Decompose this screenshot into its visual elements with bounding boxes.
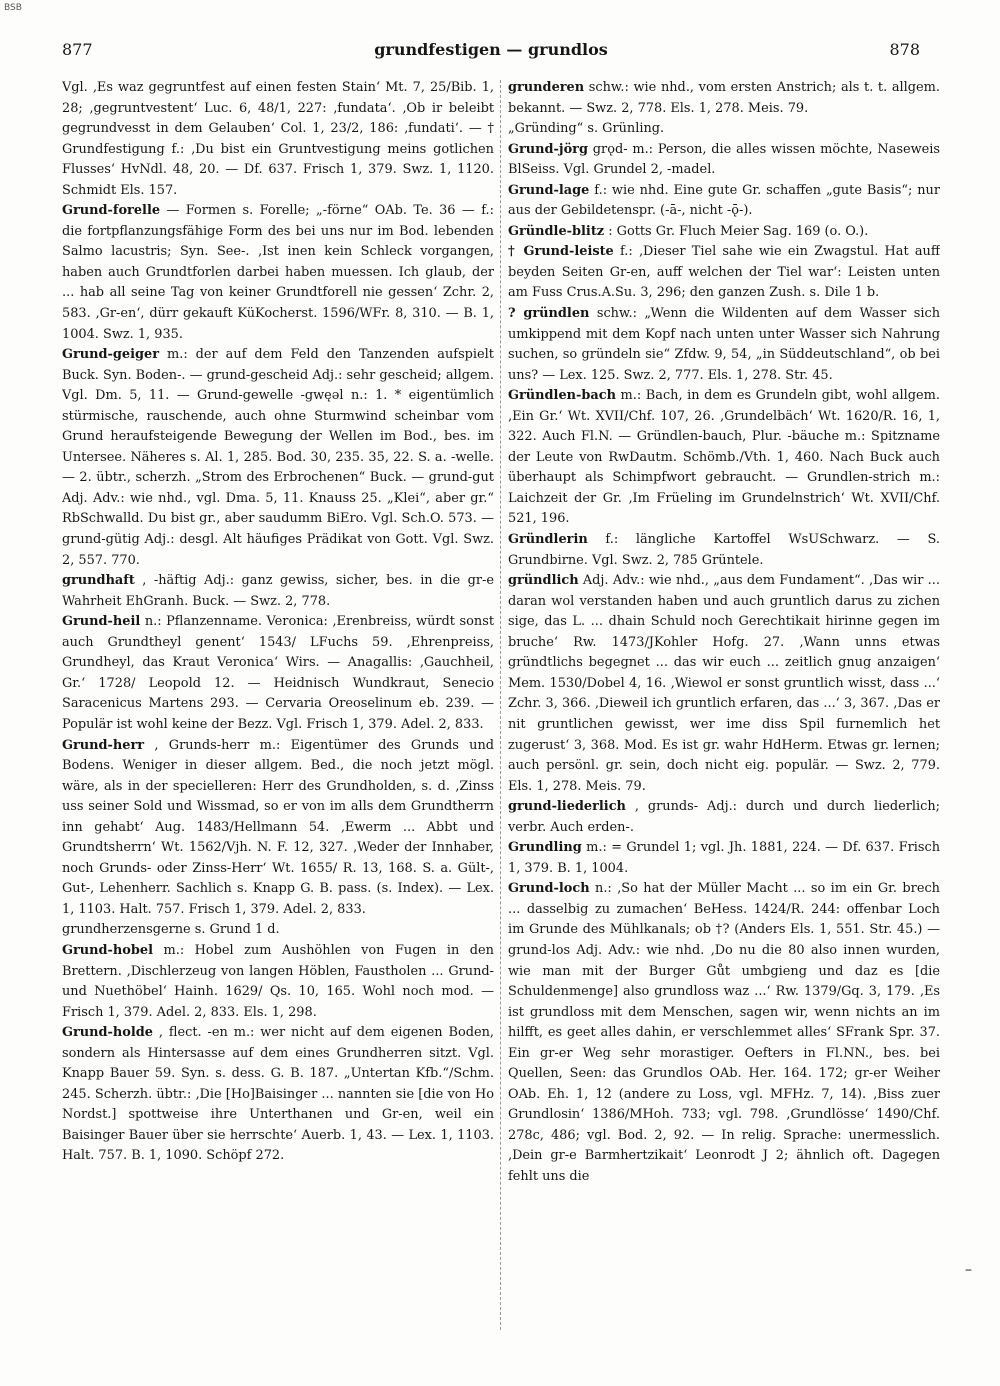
entry-text: m.: Hobel zum Aushöhlen von Fugen in den Brettern. ‚Dischlerzeug von langen Höblen, Faustholen ... Grund- und Nuethöbel‘ Hainh. 1629/ Qs. 10, 165. Wohl noch mod. — Frisch 1, 379. Adel. 2, 833. Els. 1, 298. [62,942,494,1020]
dictionary-entry [508,140,940,181]
corner-label: BSB [4,3,22,13]
entry-text: , Grunds-herr m.: Eigentümer des Grunds und Bodens. Weniger in dieser allgem. Bed., die noch jetzt mögl. wäre, als in der specielleren: Herr des Grundholden, s. d. ‚Zinss uss seiner Sold und Wissmad, so er von im alls dem Grundtherrn inn gehabt‘ Aug. 1483/Hellmann 54. ‚Ewerm ... Abbt und Grundtsherrn‘ Wt. 1562/Vjh. N. F. 12, 327. ‚Weder der Innhaber, noch Grunds- oder Zinss-Herr‘ Wt. 1655/ R. 13, 168. S. a. Gült-, Gut-, Lehenherr. Sachlich s. Knapp G. B. pass. (s. Index). — Lex. 1, 1103. Halt. 757. Frisch 1, 379. Adel. 2, 833. [62,737,494,917]
entry-text: , flect. -en m.: wer nicht auf dem eigenen Boden, sondern als Hintersasse auf dem eines Grundherren sitzt. Vgl. Knapp Bauer 59. Syn. s. dess. G. B. 187. „Untertan Kfb.“/Schm. 245. Scherzh. übtr.: ‚Die [Ho]Baisinger ... nannten sie [die von Ho Nordst.] spottweise ihre Unterthanen und Gr-en, weil ein Baisinger Bauer über sie herrschte‘ Auerb. 1, 43. — Lex. 1, 1103. Halt. 757. B. 1, 1090. Schöpf 272. [62,1025,494,1164]
entry-text: f.: längliche Kartoffel WsUSchwarz. — S. Grundbirne. Vgl. Swz. 2, 785 Grüntele. [508,532,940,568]
dictionary-entry [62,1023,494,1167]
entry-headword: gründlich [508,573,579,589]
dictionary-entry [508,838,940,879]
entry-headword: Grundling [508,840,582,856]
entry-text: , grunds- Adj.: durch und durch liederlich; verbr. Auch erden-. [508,799,940,835]
entry-text: n.: ‚So hat der Müller Macht ... so im ein Gr. brech ... dasselbig zu zumachen‘ BeHess. 1424/R. 244: offenbar Loch im Grunde des Mühlkanals; ob †? (Anders Els. 1, 551. Str. 45.) — grund-los Adj. Adv.: wie nhd. ‚Do nu die 80 also innen wurden, wie man mit der Burger Gůt umbgieng und daz es [die Schuldenmenge] also grundloss waz ...‘ Rw. 1379/Gq. 3, 179. ‚Es ist grundloss mit dem Menschen, sagen wir, wenn nichts an im hilfft, es geet alles dahin, er verschlemmet alles‘ SFrank Spr. 37. Ein gr-er Weg sehr morastiger. Oefters in Fl.NN., bes. bei Quellen, Seen: das Grundlos OAb. Her. 164. 172; gr-er Weiher OAb. Eh. 1, 12 (andere zu Loss, vgl. MFHz. 7, 14). ‚Biss zuer Grundlosin‘ 1386/MHoh. 733; vgl. 798. ‚Grundlösse‘ 1490/Chf. 278c, 486; vgl. Bod. 2, 92. — In relig. Sprache: unermesslich. ‚Dein gr-e Barmhertzikait‘ Leonrodt J 2; ähnlich oft. Dagegen fehlt uns die [508,881,940,1184]
running-title: grundfestigen — grundlos [374,40,608,59]
dictionary-entry [508,222,940,243]
entry-text: : Gotts Gr. Fluch Meier Sag. 169 (o. O.). [608,223,869,239]
entry-headword: Gründle-blitz [508,223,605,239]
left-column [62,78,494,1167]
entry-headword: Grund-forelle [62,203,161,219]
entry-headword: grund-liederlich [508,799,626,815]
page-header [62,40,920,66]
entry-text: — Formen s. Forelle; „-förne“ OAb. Te. 36 — f.: die fortpflanzungsfähige Form des bei uns nur im Bod. lebenden Salmo lacustris; Syn. See-. ‚Ist inen kein Schleck vorgangen, haben auch Grundtforlen darbei haben muessen. Ich glaub, der ... hab all seine Tag von keiner Grundtforell nie gessen‘ Zchr. 2, 583. ‚Gr-en‘, dürr gekauft KüKocherst. 1596/WFr. 8, 310. — B. 1, 1004. Swz. 1, 935. [62,203,494,342]
page-number-left: 877 [62,40,93,59]
entry-headword: Grund-herr [62,737,145,753]
dictionary-entry [508,386,940,530]
dictionary-entry [508,879,940,1187]
right-column [508,78,940,1188]
entry-text: schw.: wie nhd., vom ersten Anstrich; als t. t. allgem. bekannt. — Swz. 2, 778. Els. 1, 278. Meis. 79. [508,80,940,116]
entry-text: m.: der auf dem Feld den Tanzenden aufspielt Buck. Syn. Boden-. — grund-gescheid Adj.: sehr gescheid; allgem. Vgl. Dm. 5, 11. — Grund-gewelle -gwęəl n.: 1. * eigentümlich stürmische, rauschende, auch ohne Sturmwind scheinbar vom Grund heraufsteigende Bewegung der Wellen im Bod., bes. im Untersee. Näheres s. Al. 1, 285. Bod. 30, 235. 35, 22. S. a. -welle. — 2. übtr., scherzh. „Strom des Erbrochenen“ Buck. — grund-gut Adj. Adv.: wie nhd., vgl. Dma. 5, 11. Knauss 25. „Klei“, aber gr.“ RbSchwalld. Du bist gr., aber saudumm BiEro. Vgl. Sch.O. 573. — grund-gütig Adj.: desgl. Alt häufiges Prädikat von Gott. Vgl. Swz. 2, 557. 770. [62,347,494,568]
dictionary-entry [508,304,940,386]
entry-headword: Grund-holde [62,1025,153,1041]
dictionary-entry [62,571,494,612]
entry-text: , -häftig Adj.: ganz gewiss, sicher, bes. in die gr-e Wahrheit EhGranh. Buck. — Swz. 2, 778. [62,573,494,609]
entry-text: f.: ‚Dieser Tiel sahe wie ein Zwagstul. Hat auff beyden Seiten Gr-en, auff welchen der Tiel war‘: Leisten unten am Fuss Crus.A.Su. 3, 296; den ganzen Zush. s. Dile 1 b. [508,244,940,301]
dictionary-entry [508,797,940,838]
entry-text: Adj. Adv.: wie nhd., „aus dem Fundament“. ‚Das wir ... daran wol verstanden haben und auch gruntlich darus zu zichen sige, das L. ... dhain Schuld noch Gerechtikait hirinne gegen im bruche‘ Rw. 1473/JKohler Hofg. 27. ‚Wann unns etwas gründtlichs begegnet ... das wir euch ... zeitlich gnug anzaigen‘ Mem. 1530/Dobel 4, 16. ‚Wiewol er sonst gruntlich wisst, dass ...‘ Zchr. 3, 366. ‚Dieweil ich gruntlich erfaren, das ...‘ 3, 367. ‚Das er nit gruntlichen gewisst, wer ime diss Spil furnemlich het zugerust‘ 3, 368. Mod. Es ist gr. wahr HdHerm. Etwas gr. lernen; auch persönl. gr. sein, doch nicht eig. populär. — Swz. 2, 779. Els. 1, 278. Meis. 79. [508,573,940,794]
entry-headword: Grund-geiger [62,347,160,363]
entry-headword: Gründlen-bach [508,388,616,404]
entry-text: schw.: „Wenn die Wildenten auf dem Wasser sich umkippend mit dem Kopf nach unten unter Wasser sich Nahrung suchen, so gründeln sie“ Zfdw. 9, 54, „in Süddeutschland“, ob bei uns? — Lex. 125. Swz. 2, 777. Els. 1, 278. Str. 45. [508,306,940,383]
entry-headword: Grund-loch [508,881,590,897]
dictionary-entry [62,612,494,735]
dictionary-entry [62,201,494,345]
page-number-right: 878 [889,40,920,59]
entry-headword: ? gründlen [508,306,590,322]
entry-text: grundherzensgerne s. Grund 1 d. [62,922,280,938]
entry-headword: † Grund-leiste [508,244,614,260]
dictionary-entry [62,345,494,571]
entry-text: f.: wie nhd. Eine gute Gr. schaffen „gute Basis“; nur aus der Gebildetenspr. (-ā-, nicht -ǭ-). [508,182,940,219]
entry-headword: Gründlerin [508,532,588,548]
entry-headword: grunderen [508,80,585,95]
column-divider [500,80,501,1330]
dictionary-entry [508,242,940,304]
dictionary-entry [508,119,940,140]
entry-headword: Grund-hobel [62,942,153,958]
entry-text: n.: Pflanzenname. Veronica: ‚Erenbreiss, würdt sonst auch Grundtheyl genent‘ 1543/ LFuchs 59. ‚Ehrenpreiss, Grundheyl, das Kraut Veronica‘ Wirs. — Anagallis: ‚Gauchheil, Gr.‘ 1728/ Leopold 12. — Heidnisch Wundkraut, Senecio Saracenicus Martens 293. — Cervaria Oreoselinum eb. 239. — Populär ist wohl keine der Bezz. Vgl. Frisch 1, 379. Adel. 2, 833. [62,614,494,732]
dictionary-entry [508,530,940,571]
entry-headword: Grund-heil [62,614,141,630]
entry-headword: grundhaft [62,573,135,589]
entry-text: grǫd- m.: Person, die alles wissen möchte, Naseweis BlSeiss. Vgl. Grundel 2, -madel. [508,141,940,178]
dictionary-entry [62,920,494,941]
dictionary-entry [62,941,494,1023]
entry-headword: Grund-jörg [508,141,588,157]
dictionary-entry [62,736,494,921]
entry-text: Vgl. ‚Es waz gegruntfest auf einen festen Stain‘ Mt. 7, 25/Bib. 1, 28; ‚gegruntvestent‘ Luc. 6, 48/1, 227: ‚fundata‘. ‚Ob ir beleibt gegrundvesst in dem Gelauben‘ Col. 1, 23/2, 186: ‚fundati‘. — † Grundfestigung f.: ‚Du bist ein Gruntvestigung meins gotlichen Flusses‘ HvNdl. 48, 20. — Df. 637. Frisch 1, 379. Swz. 1, 1120. Schmidt Els. 157. [62,80,494,198]
dictionary-entry [508,181,940,222]
dictionary-entry [62,78,494,201]
entry-headword: Grund-lage [508,182,590,198]
margin-mark: – [965,1262,972,1278]
dictionary-entry [508,571,940,797]
dictionary-entry [508,78,940,119]
entry-text: „Gründing“ s. Grünling. [508,121,665,137]
entry-text: m.: Bach, in dem es Grundeln gibt, wohl allgem. ‚Ein Gr.‘ Wt. XVII/Chf. 107, 26. ‚Grundelbäch‘ Wt. 1620/R. 16, 1, 322. Auch Fl.N. — Gründlen-bauch, Plur. -bäuche m.: Spitzname der Leute von RwDautm. Schömb./Vth. 1, 460. Nach Buck auch überhaupt als Schimpfwort gebraucht. — Grundlen-strich m.: Laichzeit der Gr. ‚Im Früeling im Grundelnstrich‘ Wt. XVII/Chf. 521, 196. [508,388,940,527]
entry-text: m.: = Grundel 1; vgl. Jh. 1881, 224. — Df. 637. Frisch 1, 379. B. 1, 1004. [508,840,940,876]
